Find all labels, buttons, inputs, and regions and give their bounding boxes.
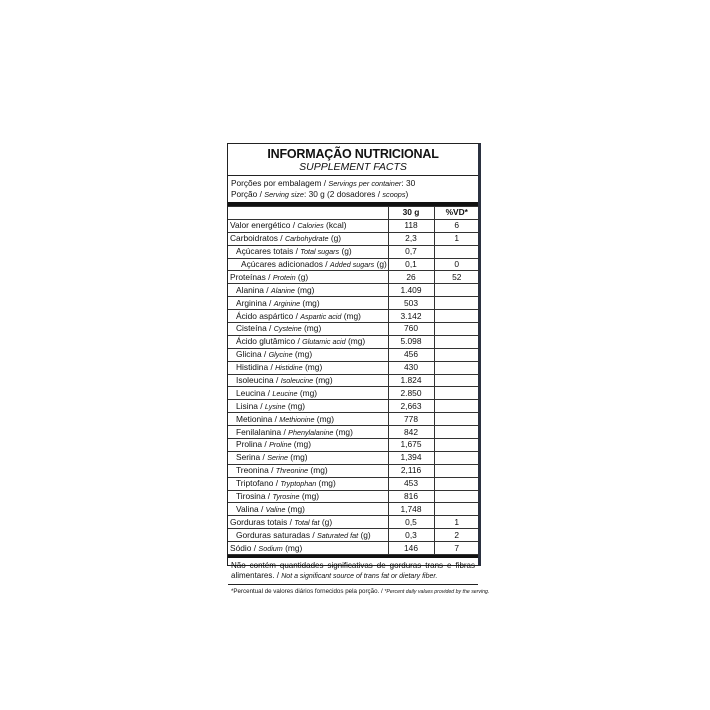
nutrient-dv xyxy=(434,439,479,452)
table-row xyxy=(228,439,479,452)
nutrient-dv xyxy=(434,361,479,374)
nutrient-amount: 2.850 xyxy=(388,387,434,400)
nutrient-name: Leucina / Leucine (mg) xyxy=(228,387,388,400)
nutrient-dv: 1 xyxy=(434,232,479,245)
nutrient-name: Arginina / Arginine (mg) xyxy=(228,297,388,310)
nutrition-facts-label xyxy=(227,143,490,596)
nutrient-dv xyxy=(434,413,479,426)
nutrient-amount: 456 xyxy=(388,348,434,361)
nutrient-name: Açúcares adicionados / Added sugars (g) xyxy=(228,258,388,271)
nutrient-name: Isoleucina / Isoleucine (mg) xyxy=(228,374,388,387)
nutrient-dv xyxy=(434,374,479,387)
header-blank xyxy=(228,207,388,220)
table-row xyxy=(228,284,479,297)
nutrient-name: Sódio / Sodium (mg) xyxy=(228,542,388,555)
nutrient-name: Gorduras totais / Total fat (g) xyxy=(228,516,388,529)
table-row xyxy=(228,232,479,245)
nutrient-amount: 1.409 xyxy=(388,284,434,297)
nutrient-amount: 503 xyxy=(388,297,434,310)
nutrient-dv xyxy=(434,348,479,361)
nutrient-amount: 0,5 xyxy=(388,516,434,529)
nutrient-name: Ácido glutâmico / Glutamic acid (mg) xyxy=(228,335,388,348)
nutrient-dv: 7 xyxy=(434,542,479,555)
nutrient-amount: 0,7 xyxy=(388,245,434,258)
nutrient-name: Carboidratos / Carbohydrate (g) xyxy=(228,232,388,245)
table-row xyxy=(228,258,479,271)
nutrient-amount: 146 xyxy=(388,542,434,555)
table-row xyxy=(228,271,479,284)
nutrient-name: Lisina / Lysine (mg) xyxy=(228,400,388,413)
nutrient-amount: 1,748 xyxy=(388,503,434,516)
nutrient-amount: 5.098 xyxy=(388,335,434,348)
nutrient-dv: 0 xyxy=(434,258,479,271)
table-row xyxy=(228,219,479,232)
nutrient-dv xyxy=(434,490,479,503)
nutrient-name: Alanina / Alanine (mg) xyxy=(228,284,388,297)
nutrient-amount: 26 xyxy=(388,271,434,284)
table-row xyxy=(228,310,479,323)
nutrient-table xyxy=(228,206,479,555)
table-row xyxy=(228,374,479,387)
nutrient-name: Histidina / Histidine (mg) xyxy=(228,361,388,374)
nutrient-dv xyxy=(434,335,479,348)
nutrient-name: Açúcares totais / Total sugars (g) xyxy=(228,245,388,258)
nutrient-amount: 453 xyxy=(388,477,434,490)
table-header-row xyxy=(228,207,479,220)
nutrient-name: Ácido aspártico / Aspartic acid (mg) xyxy=(228,310,388,323)
nutrient-amount: 430 xyxy=(388,361,434,374)
nutrient-amount: 1,394 xyxy=(388,451,434,464)
nutrient-name: Cisteína / Cysteine (mg) xyxy=(228,323,388,336)
nutrient-dv xyxy=(434,451,479,464)
table-row xyxy=(228,490,479,503)
table-row xyxy=(228,464,479,477)
table-row xyxy=(228,516,479,529)
nutrient-amount: 760 xyxy=(388,323,434,336)
nutrient-dv xyxy=(434,464,479,477)
label-header xyxy=(228,148,478,172)
nutrient-dv xyxy=(434,284,479,297)
nutrient-name: Tirosina / Tyrosine (mg) xyxy=(228,490,388,503)
label-title: INFORMAÇÃO NUTRICIONAL xyxy=(267,147,439,161)
header-amount: 30 g xyxy=(388,207,434,220)
table-row xyxy=(228,245,479,258)
trans-fat-note: Não contém quantidades significativas de gorduras trans e fibras alimentares. / Not a significant source of trans fat or dietary fiber. xyxy=(228,555,478,584)
nutrient-name: Valina / Valine (mg) xyxy=(228,503,388,516)
header-dv: %VD* xyxy=(434,207,479,220)
table-row xyxy=(228,361,479,374)
table-row xyxy=(228,335,479,348)
nutrient-amount: 842 xyxy=(388,426,434,439)
table-row xyxy=(228,529,479,542)
label-subtitle: SUPPLEMENT FACTS xyxy=(299,160,407,173)
serving-size: Porção / Serving size: 30 g (2 dosadores / scoops) xyxy=(231,189,409,199)
nutrient-dv: 2 xyxy=(434,529,479,542)
nutrient-amount: 2,3 xyxy=(388,232,434,245)
nutrient-amount: 816 xyxy=(388,490,434,503)
table-row xyxy=(228,323,479,336)
table-row xyxy=(228,387,479,400)
nutrient-dv xyxy=(434,387,479,400)
nutrient-name: Metionina / Methionine (mg) xyxy=(228,413,388,426)
nutrient-amount: 2,663 xyxy=(388,400,434,413)
table-row xyxy=(228,477,479,490)
nutrient-dv xyxy=(434,400,479,413)
nutrient-amount: 0,1 xyxy=(388,258,434,271)
table-row xyxy=(228,400,479,413)
nutrient-name: Fenilalanina / Phenylalanine (mg) xyxy=(228,426,388,439)
nutrient-dv: 1 xyxy=(434,516,479,529)
nutrient-name: Glicina / Glycine (mg) xyxy=(228,348,388,361)
nutrient-amount: 778 xyxy=(388,413,434,426)
nutrient-name: Serina / Serine (mg) xyxy=(228,451,388,464)
nutrient-name: Valor energético / Calories (kcal) xyxy=(228,219,388,232)
nutrient-dv xyxy=(434,310,479,323)
servings-per-container: Porções por embalagem / Servings per container: 30 xyxy=(231,178,416,188)
table-row xyxy=(228,413,479,426)
nutrient-name: Treonina / Threonine (mg) xyxy=(228,464,388,477)
nutrient-dv: 52 xyxy=(434,271,479,284)
serving-info xyxy=(228,175,478,200)
table-row xyxy=(228,503,479,516)
nutrient-dv xyxy=(434,477,479,490)
table-row xyxy=(228,451,479,464)
nutrient-amount: 1,675 xyxy=(388,439,434,452)
nutrient-dv xyxy=(434,426,479,439)
nutrient-name: Gorduras saturadas / Saturated fat (g) xyxy=(228,529,388,542)
nutrient-name: Prolina / Proline (mg) xyxy=(228,439,388,452)
table-row xyxy=(228,426,479,439)
nutrient-dv xyxy=(434,245,479,258)
nutrient-dv: 6 xyxy=(434,219,479,232)
nutrient-dv xyxy=(434,297,479,310)
nutrient-amount: 3.142 xyxy=(388,310,434,323)
table-row xyxy=(228,348,479,361)
table-row xyxy=(228,542,479,555)
nutrient-amount: 1.824 xyxy=(388,374,434,387)
table-row xyxy=(228,297,479,310)
nutrient-dv xyxy=(434,323,479,336)
nutrient-amount: 0,3 xyxy=(388,529,434,542)
nutrient-amount: 118 xyxy=(388,219,434,232)
nutrient-amount: 2,116 xyxy=(388,464,434,477)
nutrient-name: Proteínas / Protein (g) xyxy=(228,271,388,284)
dv-footnote: *Percentual de valores diários fornecidos pela porção. / *Percent daily values provided by the serving. xyxy=(228,584,478,599)
nutrient-dv xyxy=(434,503,479,516)
nutrient-name: Triptofano / Tryptophan (mg) xyxy=(228,477,388,490)
